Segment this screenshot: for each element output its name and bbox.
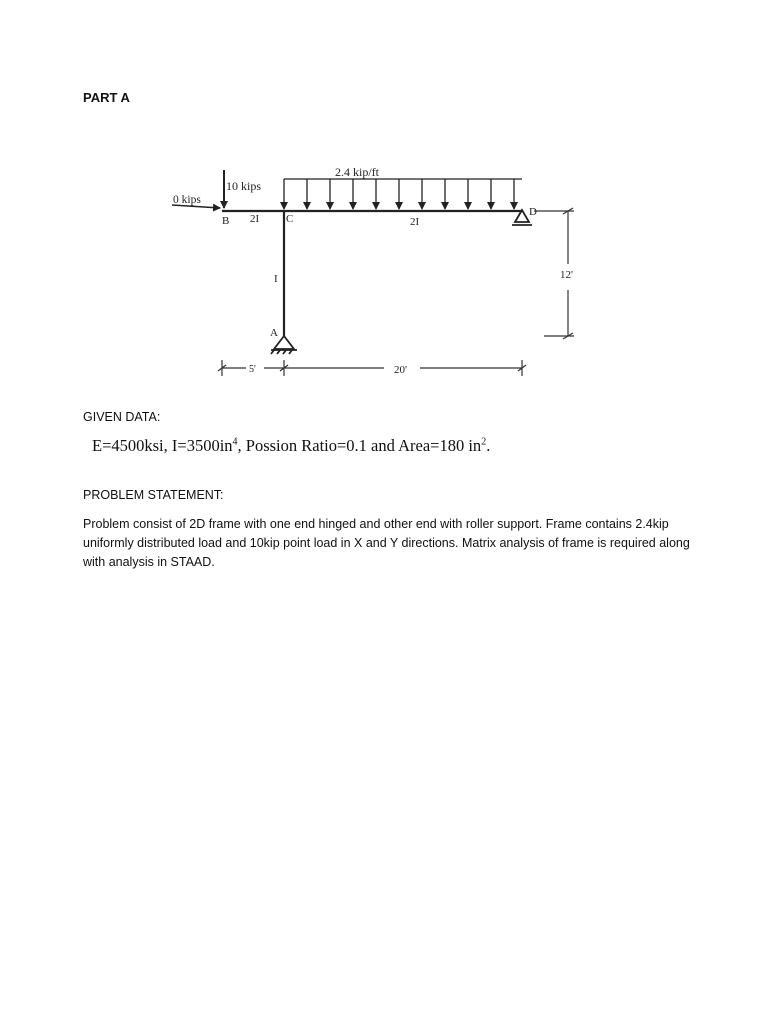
given-data-heading: GIVEN DATA: <box>83 410 161 424</box>
point-load-vertical-label: 10 kips <box>226 179 262 193</box>
member-bc-label: 2I <box>250 213 260 225</box>
udl-label: 2.4 kip/ft <box>335 165 379 179</box>
node-d-label: D <box>529 206 537 218</box>
member-ac-label: I <box>274 273 278 285</box>
eq-part-2: , Possion Ratio=0.1 and Area=180 in <box>237 436 482 455</box>
node-a-label: A <box>270 327 278 339</box>
node-c-label: C <box>286 213 294 225</box>
member-cd-label: 2I <box>410 216 420 228</box>
overhang-dim-label: 5' <box>249 364 256 375</box>
udl-arrows <box>284 179 522 209</box>
eq-part-1: E=4500ksi, I=3500in <box>92 436 233 455</box>
frame-diagram <box>172 158 592 394</box>
horizontal-dimensions <box>218 360 526 376</box>
point-load-horizontal-label: 0 kips <box>173 194 201 206</box>
span-dim-label: 20' <box>394 364 407 376</box>
height-dim-label: 12' <box>560 269 573 281</box>
problem-statement-heading: PROBLEM STATEMENT: <box>83 488 224 502</box>
eq-part-3: . <box>486 436 491 455</box>
eq-superscript-2: 2 <box>481 436 487 448</box>
frame-diagram-svg <box>172 158 592 394</box>
part-title: PART A <box>83 90 130 105</box>
node-b-label: B <box>222 215 230 227</box>
given-data-equation <box>92 436 490 456</box>
problem-statement-body: Problem consist of 2D frame with one end hinged and other end with roller support. Frame contains 2.4kip uniformly distributed load and 10kip point load in X and Y directions. Matrix analysis of frame is required along with analysis in STAAD. <box>83 517 690 569</box>
eq-superscript-4: 4 <box>232 436 238 448</box>
